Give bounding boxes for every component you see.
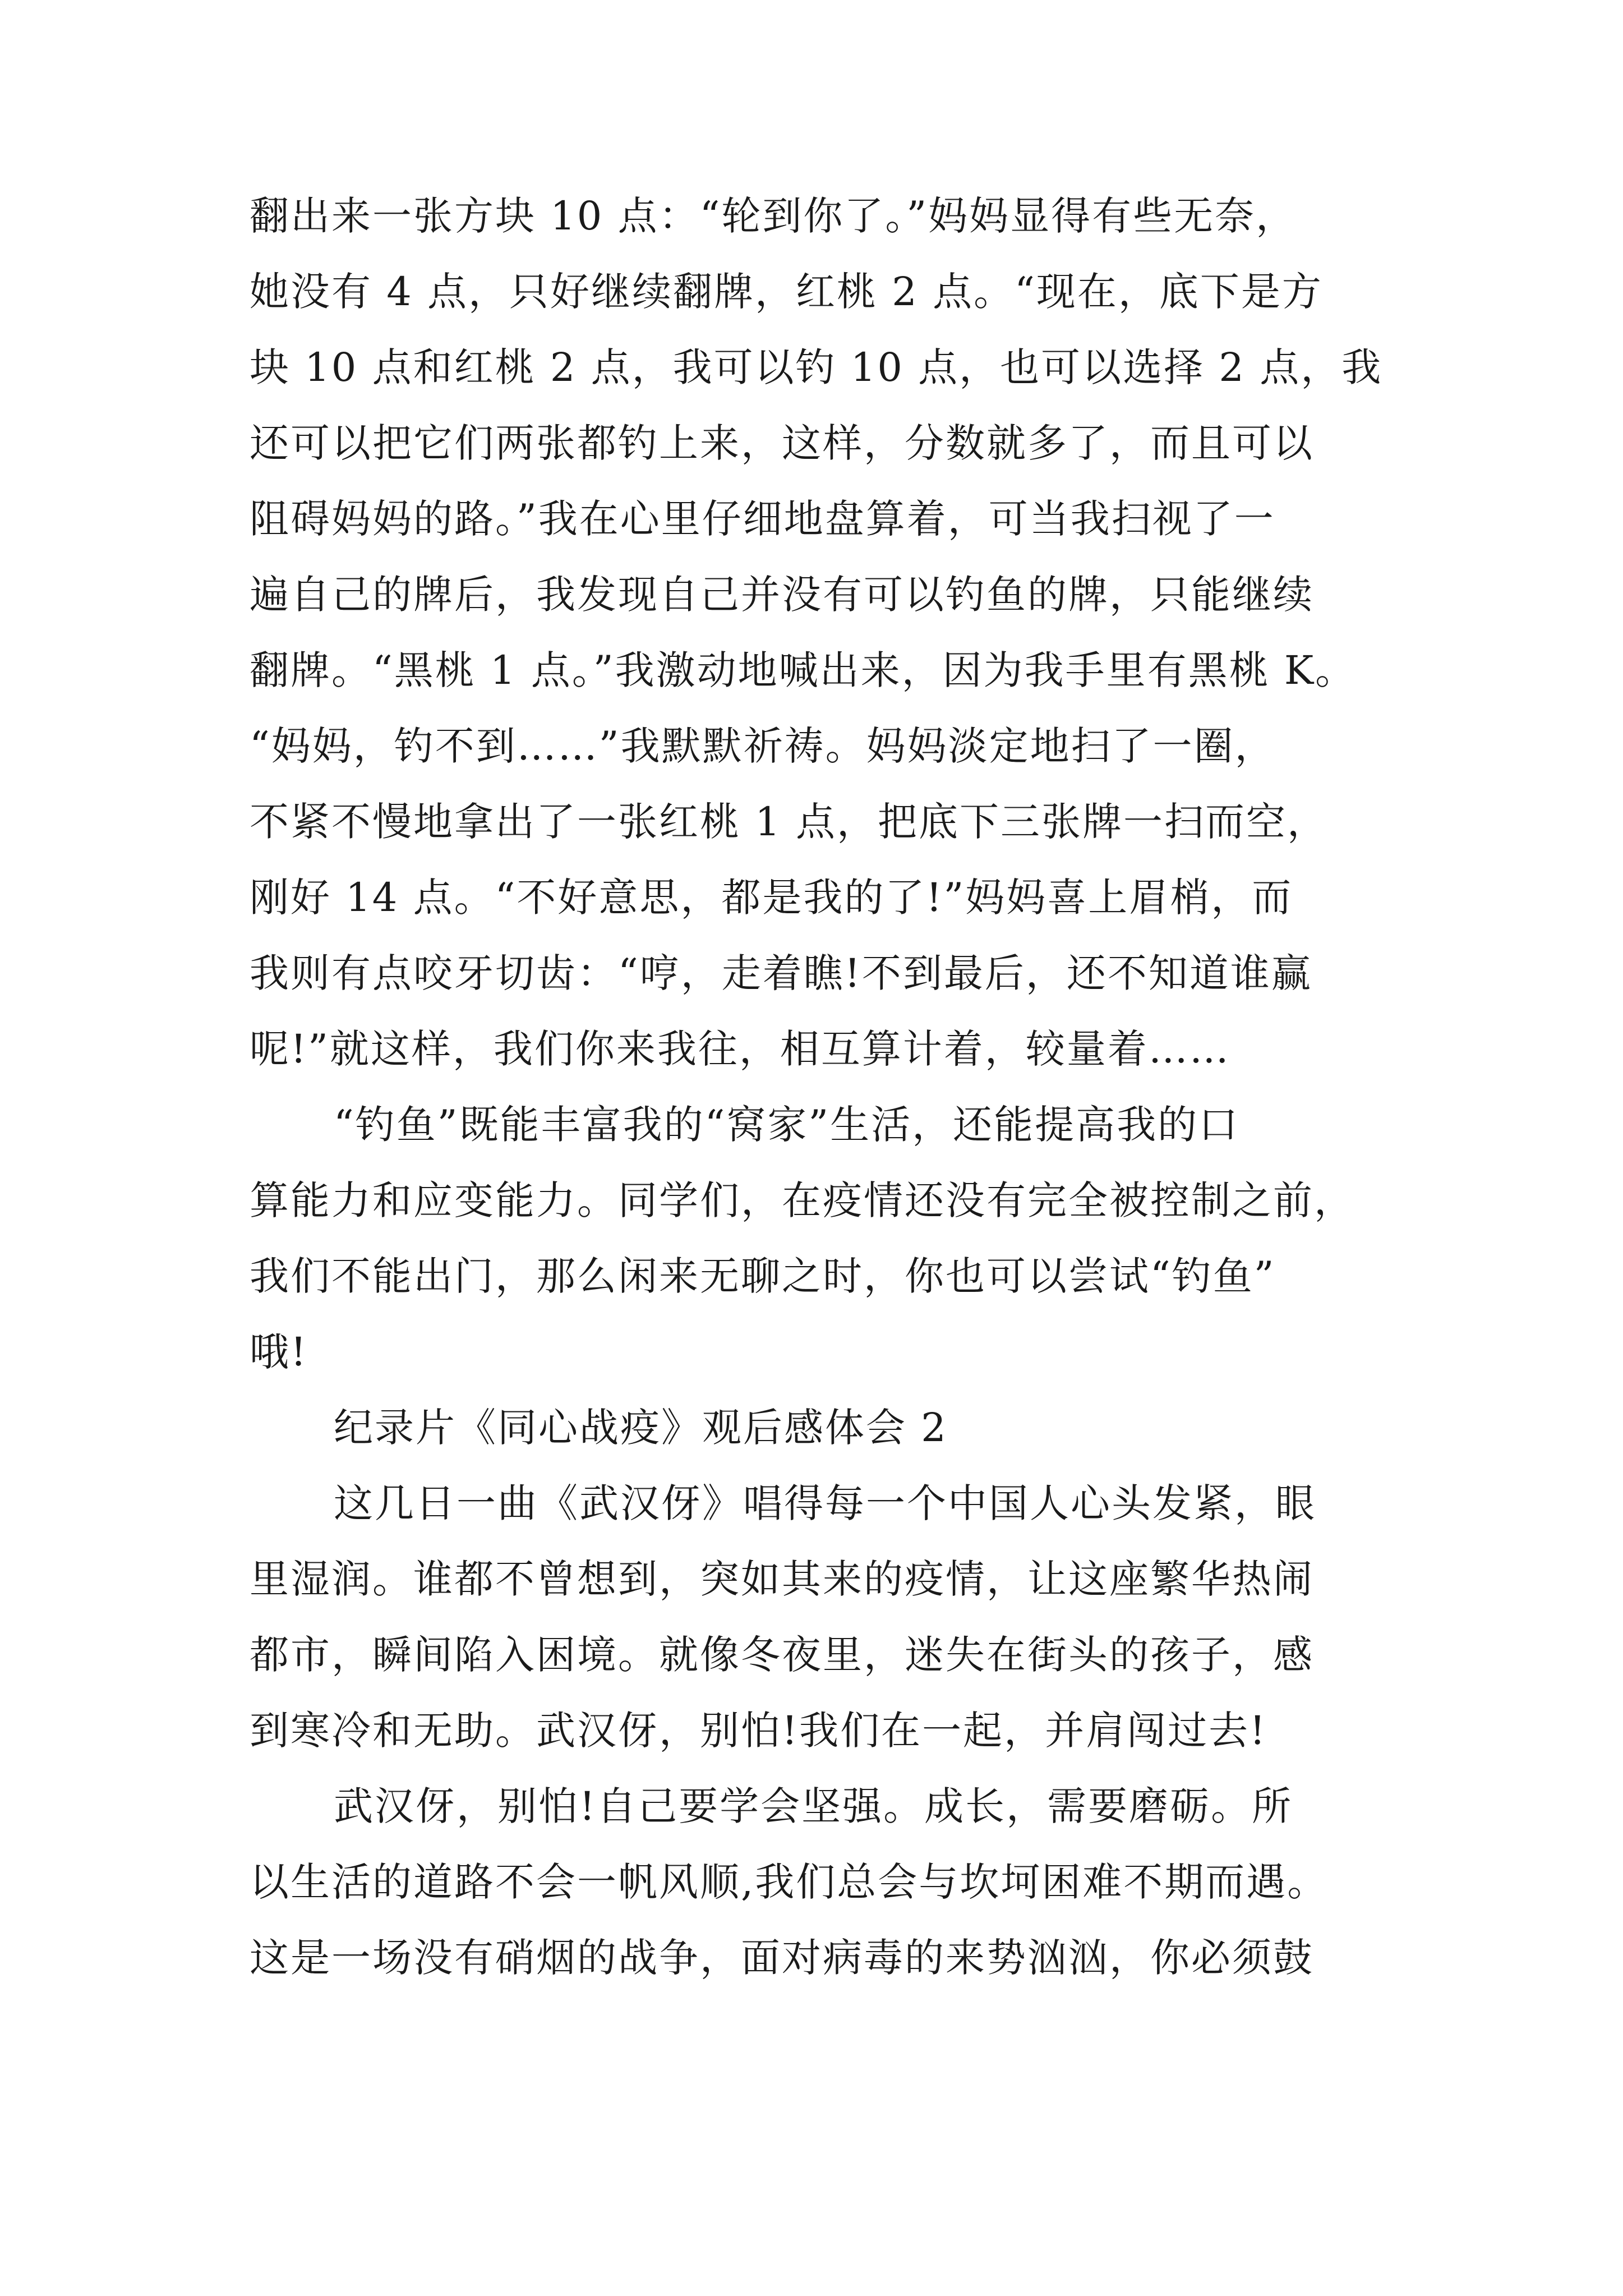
section-title: 纪录片《同心战疫》观后感体会 2 [334, 1405, 948, 1451]
text-line: 哦! [250, 1329, 308, 1375]
text-line: “妈妈，钓不到……”我默默祈祷。妈妈淡定地扫了一圈， [250, 723, 1276, 769]
text-line: 我们不能出门，那么闲来无聊之时，你也可以尝试“钓鱼” [250, 1253, 1276, 1299]
text-line: 阻碍妈妈的路。”我在心里仔细地盘算着，可当我扫视了一 [250, 496, 1275, 542]
text-line: 不紧不慢地拿出了一张红桃 1 点，把底下三张牌一扫而空， [250, 799, 1329, 845]
text-line: 块 10 点和红桃 2 点，我可以钓 10 点，也可以选择 2 点，我 [250, 344, 1383, 390]
text-line: 她没有 4 点，只好继续翻牌，红桃 2 点。“现在，底下是方 [250, 269, 1323, 315]
text-line: 翻牌。“黑桃 1 点。”我激动地喊出来，因为我手里有黑桃 K。 [250, 647, 1357, 693]
paragraph-start-line: 这几日一曲《武汉伢》唱得每一个中国人心头发紧，眼 [334, 1480, 1316, 1526]
text-line: 以生活的道路不会一帆风顺,我们总会与坎坷困难不期而遇。 [250, 1859, 1329, 1905]
text-line: 呢!”就这样，我们你来我往，相互算计着，较量着…… [250, 1026, 1230, 1072]
text-line: 还可以把它们两张都钓上来，这样，分数就多了，而且可以 [250, 420, 1314, 466]
body-text [250, 178, 1394, 1996]
text-line: 算能力和应变能力。同学们，在疫情还没有完全被控制之前， [250, 1177, 1355, 1223]
text-line: 里湿润。谁都不曾想到，突如其来的疫情，让这座繁华热闹 [250, 1556, 1314, 1602]
text-line: 这是一场没有硝烟的战争，面对病毒的来势汹汹，你必须鼓 [250, 1935, 1314, 1981]
text-line: 翻出来一张方块 10 点：“轮到你了。”妈妈显得有些无奈， [250, 193, 1297, 239]
paragraph-start-line: 武汉伢，别怕!自己要学会坚强。成长，需要磨砺。所 [334, 1783, 1293, 1829]
text-line: 到寒冷和无助。武汉伢，别怕!我们在一起，并肩闯过去! [250, 1708, 1267, 1754]
paragraph-start-line: “钓鱼”既能丰富我的“窝家”生活，还能提高我的口 [334, 1102, 1240, 1148]
text-line: 刚好 14 点。“不好意思，都是我的了!”妈妈喜上眉梢，而 [250, 875, 1293, 921]
text-line: 我则有点咬牙切齿：“哼，走着瞧!不到最后，还不知道谁赢 [250, 950, 1312, 996]
text-line: 遍自己的牌后，我发现自己并没有可以钓鱼的牌，只能继续 [250, 572, 1314, 618]
text-line: 都市，瞬间陷入困境。就像冬夜里，迷失在街头的孩子，感 [250, 1632, 1314, 1678]
